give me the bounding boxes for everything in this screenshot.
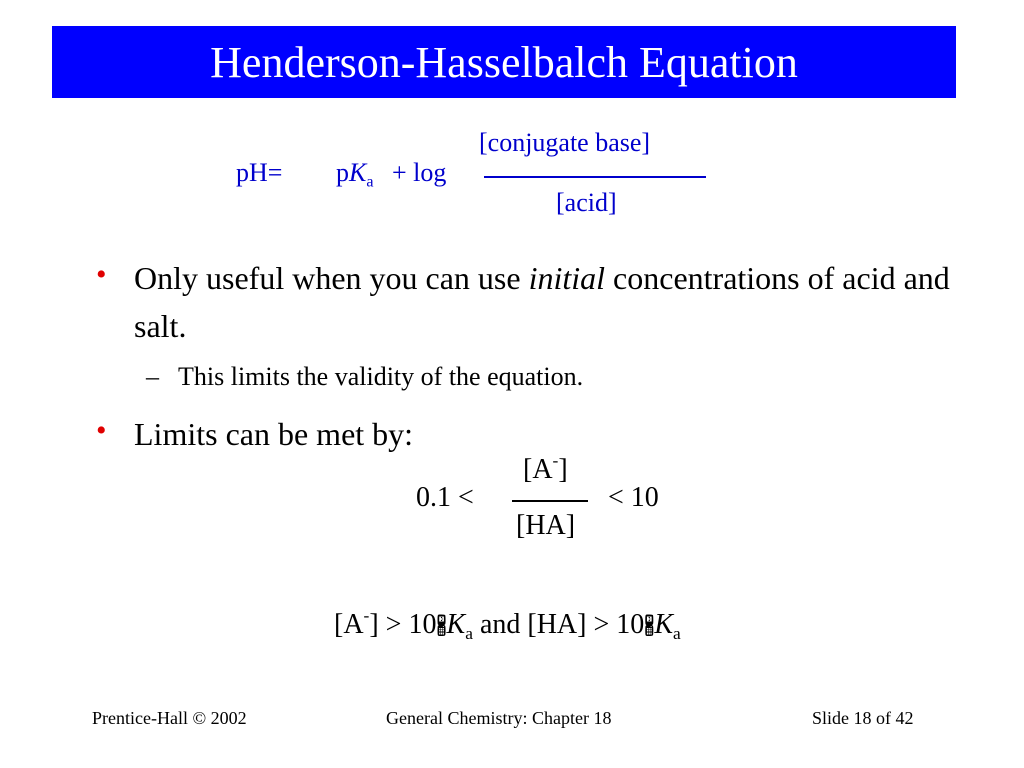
- sub-bullet-text: This limits the validity of the equation.: [178, 362, 584, 391]
- bullet-dot-2: •: [96, 414, 107, 447]
- pka-subscript: a: [366, 173, 374, 191]
- inequality-denominator: [HA]: [516, 510, 576, 541]
- times-symbol-1: 🖁: [436, 616, 447, 639]
- inequality-right: < 10: [608, 482, 659, 513]
- bullet-dot-1: •: [96, 258, 107, 291]
- equation-fraction-bar: [484, 176, 706, 178]
- slide-title-bar: [52, 26, 956, 98]
- equation-pka: [336, 158, 374, 192]
- sub-bullet-dash: –: [146, 362, 159, 391]
- footer-course: General Chemistry: Chapter 18: [386, 708, 612, 728]
- footer-publisher: Prentice-Hall © 2002: [92, 708, 247, 728]
- footer-slide-number: Slide 18 of 42: [812, 708, 914, 728]
- bullet-1-italic: initial: [528, 260, 606, 296]
- inequality-fraction-bar: [512, 500, 588, 502]
- equation-denominator: [acid]: [556, 188, 617, 217]
- slide-title: Henderson-Hasselbalch Equation: [210, 37, 798, 87]
- bullet-1-part2: concentrations of acid and salt.: [134, 260, 950, 344]
- times-symbol-2: 🖁: [644, 616, 655, 639]
- equation-plus-log: + log: [392, 158, 447, 187]
- equation-numerator: [conjugate base]: [479, 128, 651, 157]
- pka-k: K: [349, 158, 367, 187]
- bullet-1-part1: Only useful when you can use: [134, 260, 529, 296]
- pka-p: p: [336, 158, 349, 187]
- ka-condition: $[A^-] > 10🖁K_a$ and $[HA] > 10🖁K_a$: [334, 606, 681, 644]
- equation-lhs: pH=: [236, 158, 283, 187]
- bullet-1-text: [134, 254, 984, 350]
- bullet-2-text: Limits can be met by:: [134, 416, 414, 452]
- inequality-numerator: [A-]: [523, 451, 568, 486]
- inequality-left: 0.1 <: [416, 482, 474, 513]
